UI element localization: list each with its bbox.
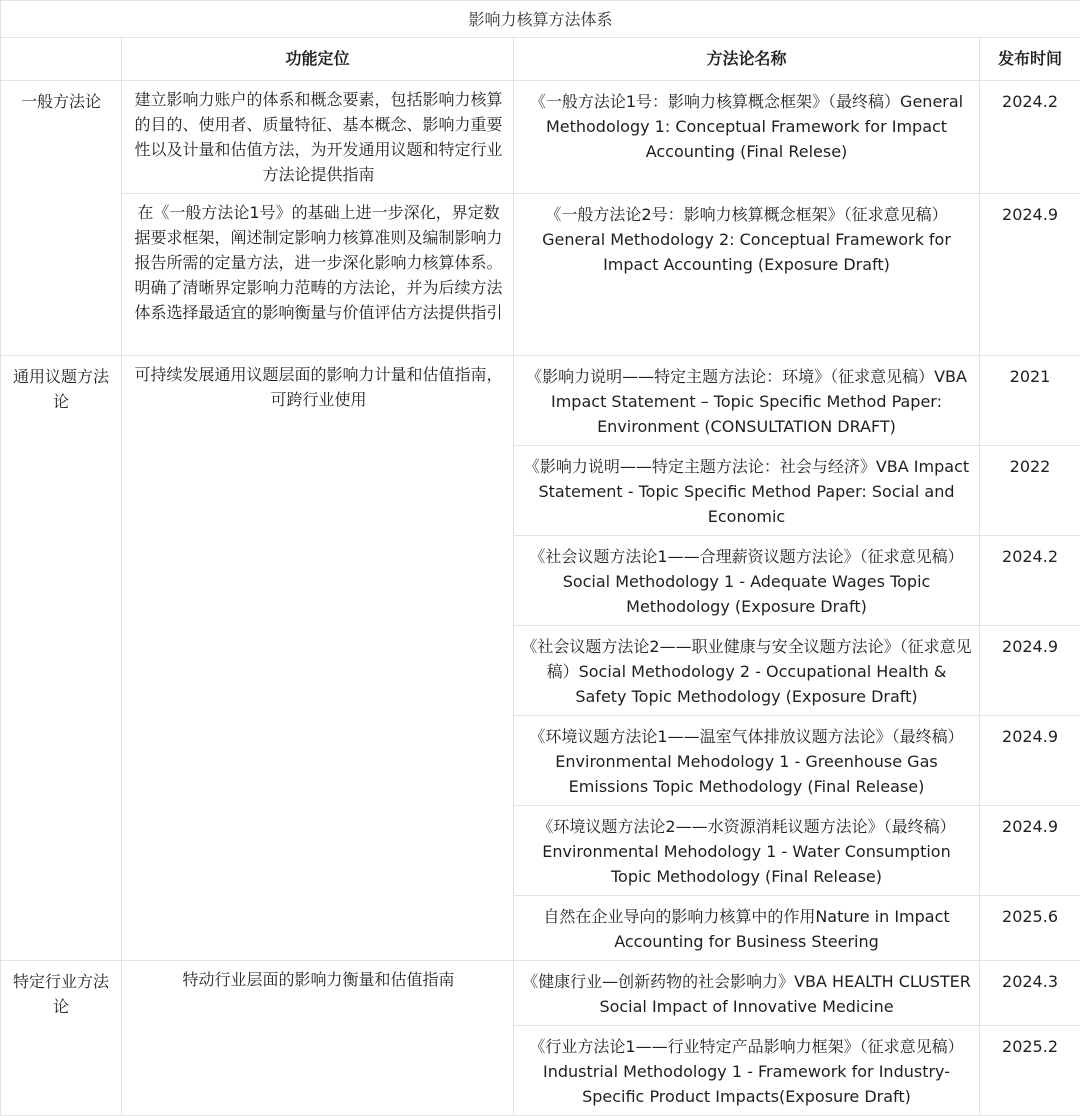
methodology-name-cell: 自然在企业导向的影响力核算中的作用Nature in Impact Accounting for Business Steering [514,896,980,961]
header-category [1,38,122,81]
header-release-date: 发布时间 [980,38,1080,81]
release-date-cell: 2025.2 [980,1026,1080,1116]
methodology-name-cell: 《社会议题方法论2——职业健康与安全议题方法论》（征求意见稿）Social Methodology 2 - Occupational Health & Safety Topic Methodology (Exposure Draft) [514,626,980,716]
release-date-cell: 2022 [980,446,1080,536]
methodology-name-cell: 《一般方法论2号：影响力核算概念框架》（征求意见稿）General Methodology 2: Conceptual Framework for Impact Accounting (Exposure Draft) [514,194,980,356]
table-row [1,81,1080,194]
release-date-cell: 2024.3 [980,961,1080,1026]
release-date-cell: 2024.9 [980,194,1080,356]
header-row [1,38,1080,81]
methodology-name-cell: 《行业方法论1——行业特定产品影响力框架》（征求意见稿）Industrial Methodology 1 - Framework for Industry-Specific Product Impacts(Exposure Draft) [514,1026,980,1116]
positioning-cell: 建立影响力账户的体系和概念要素，包括影响力核算的目的、使用者、质量特征、基本概念、影响力重要性以及计量和估值方法，为开发通用议题和特定行业方法论提供指南 [122,81,514,194]
positioning-cell: 在《一般方法论1号》的基础上进一步深化，界定数据要求框架，阐述制定影响力核算准则及编制影响力报告所需的定量方法，进一步深化影响力核算体系。明确了清晰界定影响力范畴的方法论，并为后续方法体系选择最适宜的影响衡量与价值评估方法提供指引 [122,194,514,356]
release-date-cell: 2025.6 [980,896,1080,961]
table-row [1,961,1080,1026]
methodology-name-cell: 《健康行业—创新药物的社会影响力》VBA HEALTH CLUSTER Social Impact of Innovative Medicine [514,961,980,1026]
table-row [1,356,1080,446]
header-methodology-name: 方法论名称 [514,38,980,81]
header-positioning: 功能定位 [122,38,514,81]
methodology-name-cell: 《影响力说明——特定主题方法论：社会与经济》VBA Impact Statement - Topic Specific Method Paper: Social and Economic [514,446,980,536]
methodology-name-cell: 《社会议题方法论1——合理薪资议题方法论》（征求意见稿）Social Methodology 1 - Adequate Wages Topic Methodology (Exposure Draft) [514,536,980,626]
category-cell: 特定行业方法论 [1,961,122,1116]
release-date-cell: 2021 [980,356,1080,446]
release-date-cell: 2024.9 [980,626,1080,716]
category-cell: 一般方法论 [1,81,122,356]
category-cell: 通用议题方法论 [1,356,122,961]
release-date-cell: 2024.9 [980,806,1080,896]
release-date-cell: 2024.9 [980,716,1080,806]
positioning-cell: 可持续发展通用议题层面的影响力计量和估值指南，可跨行业使用 [122,356,514,961]
methodology-name-cell: 《环境议题方法论2——水资源消耗议题方法论》（最终稿）Environmental Mehodology 1 - Water Consumption Topic Methodology (Final Release) [514,806,980,896]
methodology-name-cell: 《环境议题方法论1——温室气体排放议题方法论》（最终稿）Environmental Mehodology 1 - Greenhouse Gas Emissions Topic Methodology (Final Release) [514,716,980,806]
methodology-name-cell: 《影响力说明——特定主题方法论：环境》（征求意见稿）VBA Impact Statement – Topic Specific Method Paper: Environment (CONSULTATION DRAFT) [514,356,980,446]
methodology-name-cell: 《一般方法论1号：影响力核算概念框架》（最终稿）General Methodology 1: Conceptual Framework for Impact Accounting (Final Relese) [514,81,980,194]
release-date-cell: 2024.2 [980,81,1080,194]
table-row [1,194,1080,356]
caption-row [1,1,1080,38]
release-date-cell: 2024.2 [980,536,1080,626]
positioning-cell: 特动行业层面的影响力衡量和估值指南 [122,961,514,1116]
table-caption: 影响力核算方法体系 [1,1,1080,38]
